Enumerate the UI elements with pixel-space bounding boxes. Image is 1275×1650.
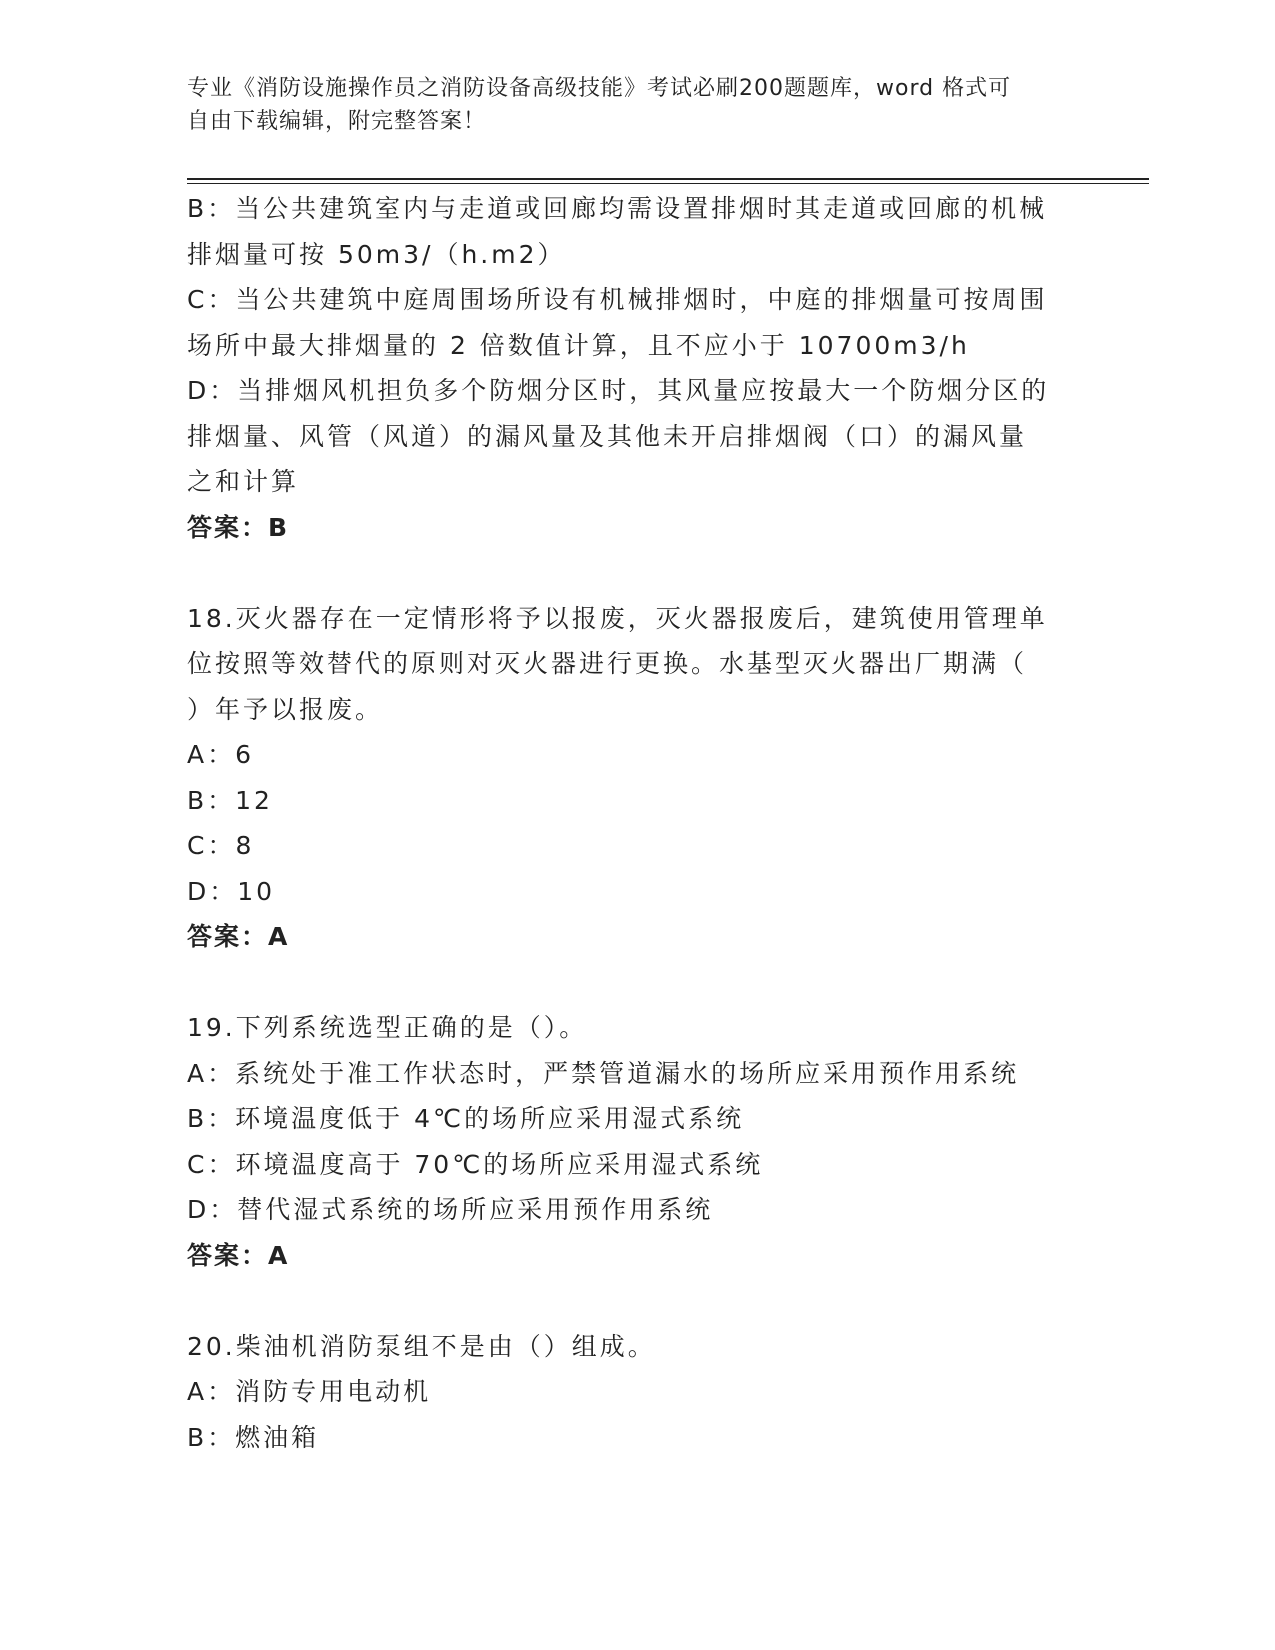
question-content <box>187 186 1087 1460</box>
page-header <box>187 72 1067 138</box>
option-b: B：燃油箱 <box>187 1422 320 1452</box>
option-c-line-1: C：当公共建筑中庭周围场所设有机械排烟时，中庭的排烟量可按周围 <box>187 285 1048 314</box>
header-divider-thin <box>187 183 1149 184</box>
question-19 <box>187 1005 1087 1278</box>
option-a: A：消防专用电动机 <box>187 1377 432 1406</box>
header-divider <box>187 178 1149 180</box>
option-b-line-1: B：当公共建筑室内与走道或回廊均需设置排烟时其走道或回廊的机械 <box>187 194 1048 223</box>
option-d-line-1: D：当排烟风机担负多个防烟分区时，其风量应按最大一个防烟分区的 <box>187 376 1050 405</box>
header-title-line-1: 专业《消防设施操作员之消防设备高级技能》考试必刷200题题库，word 格式可 <box>187 76 1012 101</box>
question-stem: 20.柴油机消防泵组不是由（）组成。 <box>187 1331 656 1361</box>
option-b: B：12 <box>187 785 273 815</box>
option-a: A：系统处于准工作状态时，严禁管道漏水的场所应采用预作用系统 <box>187 1058 1020 1088</box>
answer-label: 答案：B <box>187 512 290 542</box>
spacer <box>187 960 1087 1006</box>
answer-label: 答案：A <box>187 1240 290 1270</box>
question-17-continued <box>187 186 1087 550</box>
question-stem-line-1: 18.灭火器存在一定情形将予以报废，灭火器报废后，建筑使用管理单 <box>187 603 1048 633</box>
option-a: A：6 <box>187 740 255 769</box>
spacer <box>187 1278 1087 1324</box>
option-d-line-2: 排烟量、风管（风道）的漏风量及其他未开启排烟阀（口）的漏风量 <box>187 421 1028 451</box>
option-b-line-2: 排烟量可按 50m3/（h.m2） <box>187 239 566 269</box>
option-c-line-2: 场所中最大排烟量的 2 倍数值计算，且不应小于 10700m3/h <box>187 330 970 360</box>
answer-label: 答案：A <box>187 922 290 951</box>
option-d: D：10 <box>187 876 276 906</box>
question-stem-line-3: ）年予以报废。 <box>187 694 384 724</box>
question-stem: 19.下列系统选型正确的是（）。 <box>187 1013 588 1042</box>
option-c: C：环境温度高于 70℃的场所应采用湿式系统 <box>187 1149 764 1179</box>
question-stem-line-2: 位按照等效替代的原则对灭火器进行更换。水基型灭火器出厂期满（ <box>187 649 1028 678</box>
option-d-line-3: 之和计算 <box>187 467 300 496</box>
option-b: B：环境温度低于 4℃的场所应采用湿式系统 <box>187 1104 745 1133</box>
spacer <box>187 550 1087 596</box>
header-title-line-2: 自由下载编辑，附完整答案！ <box>187 109 487 134</box>
question-20 <box>187 1324 1087 1461</box>
option-d: D：替代湿式系统的场所应采用预作用系统 <box>187 1195 714 1224</box>
question-18 <box>187 596 1087 960</box>
option-c: C：8 <box>187 831 255 860</box>
